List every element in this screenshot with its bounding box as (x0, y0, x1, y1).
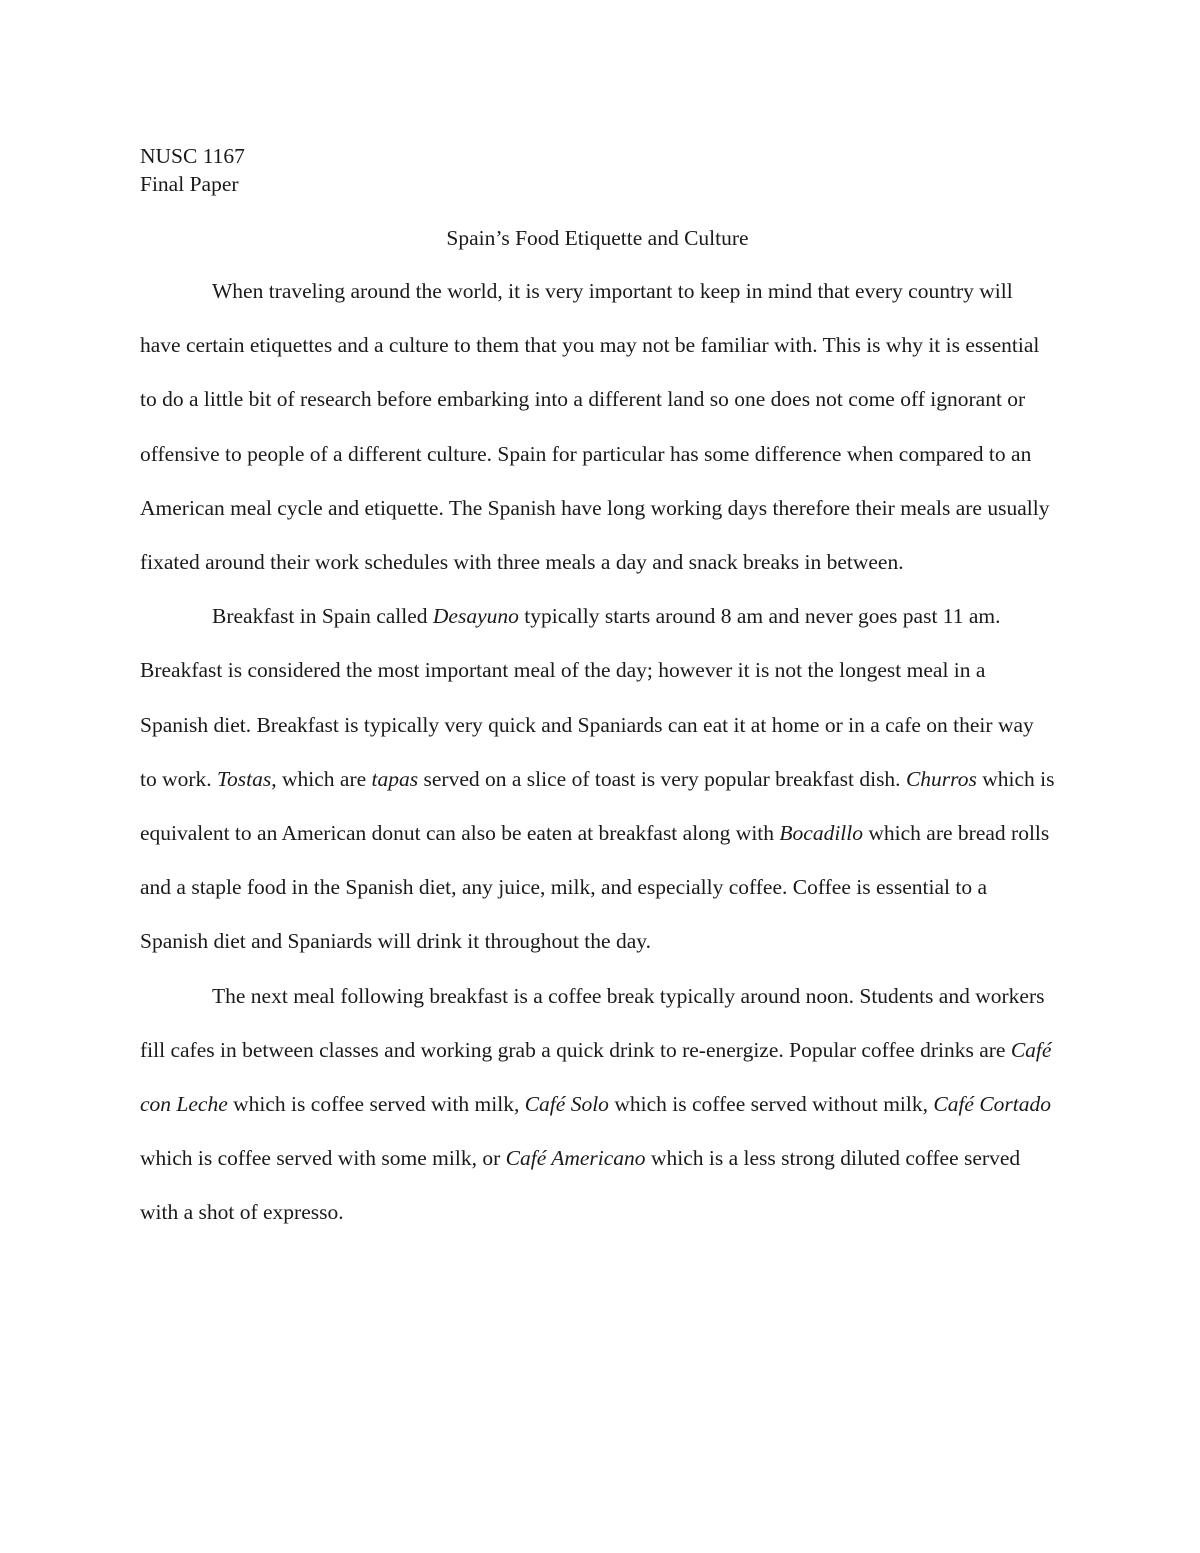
paragraph-text: which is a less strong diluted coffee served with a shot of expresso. (140, 1146, 1021, 1225)
paragraph-text: typically starts around 8 am and never goes past 11 am. Breakfast is considered the most important meal of the day; however it is not the longest meal in a Spanish diet. Breakfast is typically very quick and Spaniards can eat it at home or in a cafe on their way to work. (140, 604, 1034, 791)
body-paragraph (140, 589, 1055, 968)
paragraph-text: which is coffee served without milk, (608, 1092, 934, 1117)
paper-body (140, 264, 1055, 1240)
paragraph-text: which are bread rolls and a staple food in the Spanish diet, any juice, milk, and especially coffee. Coffee is essential to a Spanish diet and Spaniards will drink it throughout the day. (140, 821, 1050, 954)
body-paragraph (140, 264, 1055, 589)
document-content (140, 142, 1055, 1240)
paragraph-text: The next meal following breakfast is a coffee break typically around noon. Students and workers fill cafes in between classes and working grab a quick drink to re-energize. Popular coffee drinks are (140, 983, 1045, 1062)
italic-term: Café Cortado (933, 1092, 1052, 1117)
paragraph-text: which is coffee served with milk, (227, 1092, 525, 1117)
paper-title: Spain’s Food Etiquette and Culture (446, 226, 749, 250)
italic-term: Café con Leche (140, 1037, 1052, 1117)
italic-term: tapas (371, 766, 419, 791)
paragraph-text: served on a slice of toast is very popular breakfast dish. (418, 766, 906, 791)
assignment-name: Final Paper (140, 172, 239, 196)
italic-term: Café Americano (505, 1146, 646, 1171)
paragraph-text: , which are (271, 766, 372, 791)
paragraph-text: which is equivalent to an American donut can also be eaten at breakfast along with (140, 766, 1055, 846)
paragraph-text: which is coffee served with some milk, or (140, 1146, 506, 1171)
body-paragraph (140, 969, 1055, 1240)
italic-term: Bocadillo (779, 821, 864, 846)
italic-term: Café Solo (524, 1092, 609, 1117)
italic-term: Desayuno (432, 604, 519, 629)
paragraph-text: When traveling around the world, it is very important to keep in mind that every country will have certain etiquettes and a culture to them that you may not be familiar with. This is why it is essential to do a little bit of research before embarking into a different land so one does not come off ignorant or offensive to people of a different culture. Spain for particular has some difference when compared to an American meal cycle and etiquette. The Spanish have long working days therefore their meals are usually fixated around their work schedules with three meals a day and snack breaks in between. (140, 279, 1050, 575)
italic-term: Churros (905, 766, 977, 791)
italic-term: Tostas (217, 766, 272, 791)
paragraph-text: Breakfast in Spain called (212, 604, 433, 629)
course-code: NUSC 1167 (140, 144, 245, 168)
